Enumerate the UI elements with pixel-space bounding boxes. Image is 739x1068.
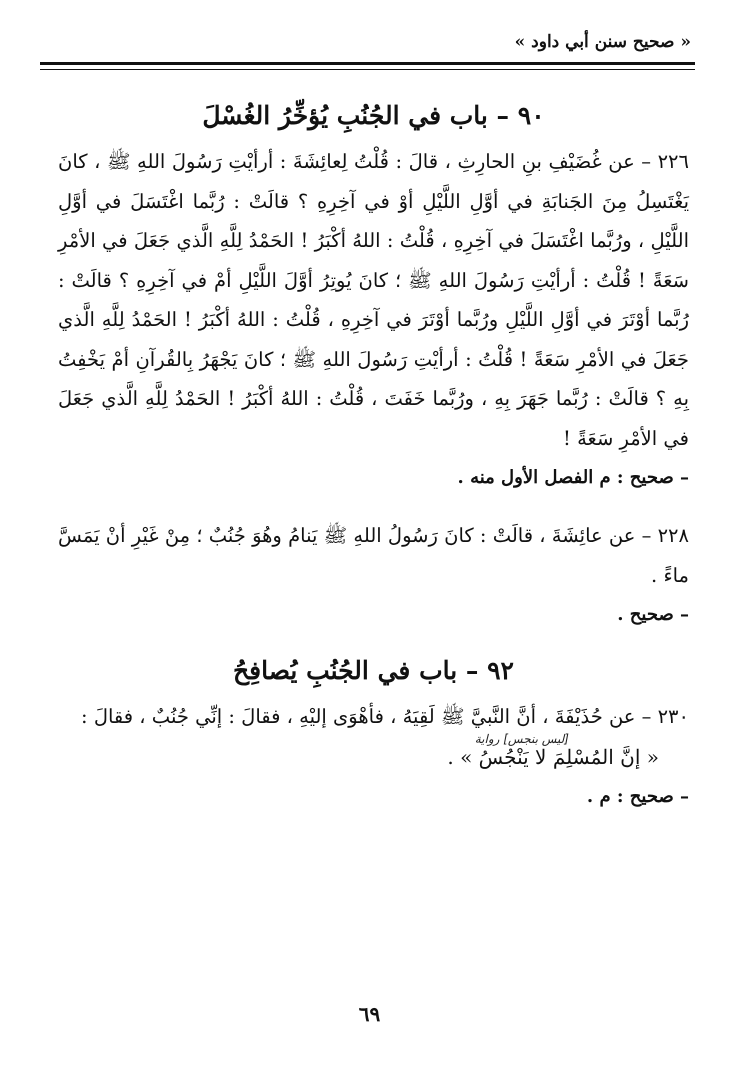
running-header: « صحيح سنن أبي داود » — [514, 32, 691, 52]
page-content — [58, 90, 689, 817]
hadith-230-grading: – صحيح : م . — [586, 785, 689, 807]
hadith-230-quote-line — [58, 731, 689, 777]
page-number: ٦٩ — [358, 1002, 381, 1026]
chapter-heading-92: ٩٢ – باب في الجُنُبِ يُصافِحُ — [233, 656, 514, 685]
hadith-226-grading: – صحيح : م الفصل الأول منه . — [457, 467, 689, 488]
hadith-226: ٢٢٦ – عن غُضَيْفِ بنِ الحارِثِ ، قالَ : قُلْتُ لِعائِشَةَ : أرأيْتِ رَسُولَ اللهِ ﷺ ، كانَ يَغْتَسِلُ مِنَ الجَنابَةِ في أوَّلِ اللَّيْلِ أوْ في آخِرِهِ ؟ قالَتْ : رُبَّما اغْتَسَلَ في أوَّلِ اللَّيْلِ ، ورُبَّما اغْتَسَلَ في آخِرِهِ ، قُلْتُ : اللهُ أكْبَرُ ! الحَمْدُ لِلَّهِ الَّذي جَعَلَ في الأمْرِ سَعَةً ! قُلْتُ : أرأيْتِ رَسُولَ اللهِ ﷺ ؛ كانَ يُوتِرُ أوَّلَ اللَّيْلِ أمْ في آخِرِهِ ؟ قالَتْ : رُبَّما أوْتَرَ في أوَّلِ اللَّيْلِ ورُبَّما أوْتَرَ في آخِرِهِ ، قُلْتُ : اللهُ أكْبَرُ ! الحَمْدُ لِلَّهِ الَّذي جَعَلَ في الأمْرِ سَعَةً ! قُلْتُ : أرأيْتِ رَسُولَ اللهِ ﷺ ؛ كانَ يَجْهَرُ بِالقُرآنِ أمْ يَخْفِتُ بِهِ ؟ قالَتْ : رُبَّما جَهَرَ بِهِ ، ورُبَّما خَفَتَ ، قُلْتُ : اللهُ أكْبَرُ ! الحَمْدُ لِلَّهِ الَّذي جَعَلَ في الأمْرِ سَعَةً ! — [58, 150, 689, 450]
header-rule-thin — [40, 69, 695, 70]
hadith-228: ٢٢٨ – عن عائِشَةَ ، قالَتْ : كانَ رَسُولُ اللهِ ﷺ يَنامُ وهُوَ جُنُبٌ ؛ مِنْ غَيْرِ أنْ يَمَسَّ ماءً . — [58, 524, 689, 587]
hadith-230: ٢٣٠ – عن حُذَيْفَةَ ، أنَّ النَّبيَّ ﷺ لَقِيَهُ ، فأهْوَى إليْهِ ، فقالَ : إنِّي جُنُبٌ ، فقالَ : — [81, 705, 689, 728]
handwritten-note: [ليس بنجس] رواية — [474, 731, 569, 746]
hadith-228-grading: – صحيح . — [617, 604, 689, 625]
header-rule-thick — [40, 62, 695, 65]
prophetic-quote: « إنَّ المُسْلِمَ لا يَنْجُسُ » . — [447, 744, 659, 769]
chapter-heading-90: ٩٠ – باب في الجُنُبِ يُؤخِّرُ الغُسْلَ — [202, 101, 545, 130]
